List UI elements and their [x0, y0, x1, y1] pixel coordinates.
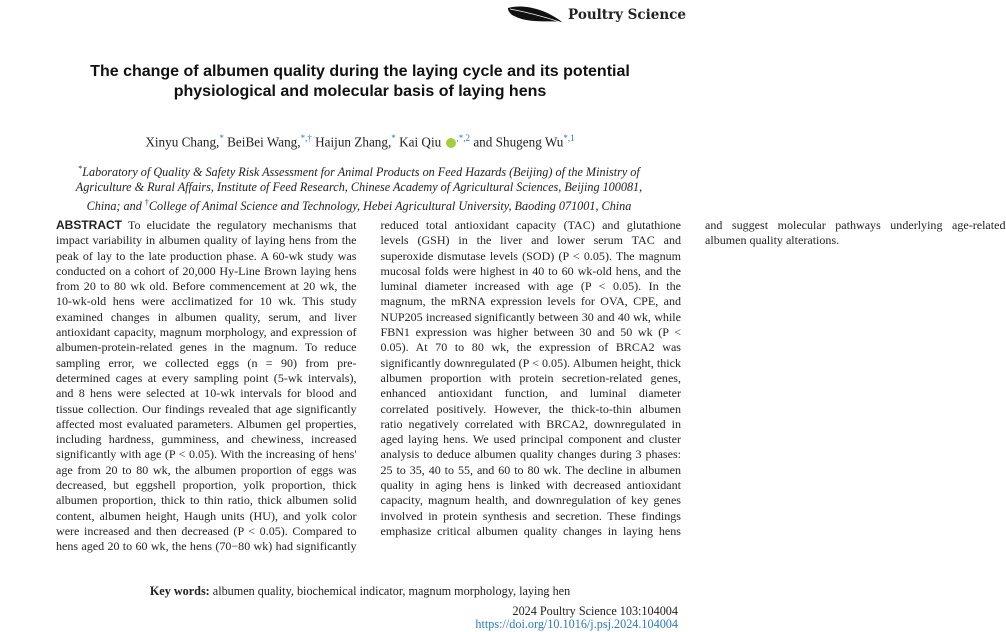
citation: 2024 Poultry Science 103:104004: [512, 604, 678, 618]
affiliations: [64, 161, 654, 214]
abstract-text: To elucidate the regulatory mechanisms that impact variability in albumen quality of laying hens from the peak of lay to the late production phase. A 60-wk study was conducted on a cohort of 20,000 Hy-Line Brown laying hens from 20 to 80 wk old. Before commencement at 20 wk, the 10-wk-old hens were acclimatized for 10 wk. This study examined changes in albumen quality, serum, and liver antioxidant capacity, magnum morphology, and expression of albumen-protein-related genes in the magnum. To reduce sampling error, we collected eggs (n = 90) from pre-determined cages at every sampling point (5-wk intervals), and 8 hens were selected at 10-wk intervals for blood and tissue collection. Our findings revealed that age significantly affected most evaluated parameters. Albumen gel properties, including hardness, gumminess, and chewiness, increased significantly with age (P < 0.05). With the increasing of hens' age from 20 to 80 wk, the albumen proportion of eggs was decreased, but eggshell proportion, yolk proportion, thick albumen proportion, thick to thin ratio, thick albumen solid content, albumen height, Haugh units (HU), and yolk color were increased and then decreased (P < 0.05). Compared to hens aged 20 to 60 wk, the hens (70−80 wk) had significantly reduced total antioxidant capacity (TAC) and glutathione levels (GSH) in the liver and lower serum TAC and superoxide dismutase levels (SOD) (P < 0.05). The magnum mucosal folds were highest in 40 to 60 wk-old hens, and the luminal diameter increased with age (P < 0.05). In the magnum, the mRNA expression levels for OVA, CPE, and NUP205 increased significantly between 30 and 40 wk, while FBN1 expression was higher between 30 and 50 wk (P < 0.05). At 70 to 80 wk, the expression of BRCA2 was significantly downregulated (P < 0.05). Albumen height, thick albumen proportion with protein secretion-related genes, enhanced antioxidant function, and luminal diameter correlated positively. However, the thick-to-thin albumen ratio negatively correlated with BRCA2, downregulated in aged laying hens. We used principal component and cluster analysis to deduce albumen quality changes during 3 phases: 25 to 35, 40 to 55, and 60 to 80 wk. The decline in albumen quality in aging hens is linked with decreased antioxidant capacity, magnum health, and downregulation of key genes involved in protein synthesis and secretion. These findings emphasize critical albumen quality changes in laying hens and suggest molecular pathways underlying age-related albumen quality alterations.: [56, 218, 1006, 554]
author-list: [40, 130, 680, 150]
author-name[interactable]: Kai Qiu: [399, 134, 442, 150]
abstract: [56, 218, 1006, 564]
article-title: The change of albumen quality during the laying cycle and its potential physiological and molecular basis of laying hens: [90, 63, 630, 100]
author-name[interactable]: BeiBei Wang,: [227, 134, 301, 150]
author-affiliation-mark: *: [219, 133, 224, 143]
abstract-heading: ABSTRACT: [56, 218, 122, 232]
author-affiliation-mark: *: [391, 133, 396, 143]
affiliation-mark: *: [78, 164, 83, 173]
author-name[interactable]: Xinyu Chang,: [145, 134, 220, 150]
affiliation-text: College of Animal Science and Technology, Hebei Agricultural University, Baoding 071001, China: [148, 199, 632, 214]
keywords: [40, 584, 680, 599]
journal-header: [506, 0, 686, 30]
feather-icon: [506, 2, 564, 28]
affiliation-text: Laboratory of Quality & Safety Risk Assessment for Animal Products on Feed Hazards (Beijing) of the Ministry of Agriculture & Rural Affairs, Institute of Feed Research, Chinese Academy of Agricultural Sciences, Beijing 100081, China; and: [75, 165, 643, 214]
author-name[interactable]: and Shugeng Wu: [473, 134, 564, 150]
keywords-label: Key words:: [149, 584, 210, 598]
keywords-text: albumen quality, biochemical indicator, magnum morphology, laying hen: [212, 584, 571, 598]
author-affiliation-mark: ,*,2: [456, 133, 471, 143]
journal-name: Poultry Science: [568, 7, 686, 23]
author-affiliation-mark: *,1: [563, 133, 575, 143]
author-affiliation-mark: *,†: [300, 133, 312, 143]
author-name[interactable]: Haijun Zhang,: [315, 134, 392, 150]
affiliation-mark: †: [144, 198, 149, 208]
orcid-icon[interactable]: [446, 138, 456, 148]
doi-link[interactable]: https://doi.org/10.1016/j.psj.2024.104004: [475, 617, 678, 631]
